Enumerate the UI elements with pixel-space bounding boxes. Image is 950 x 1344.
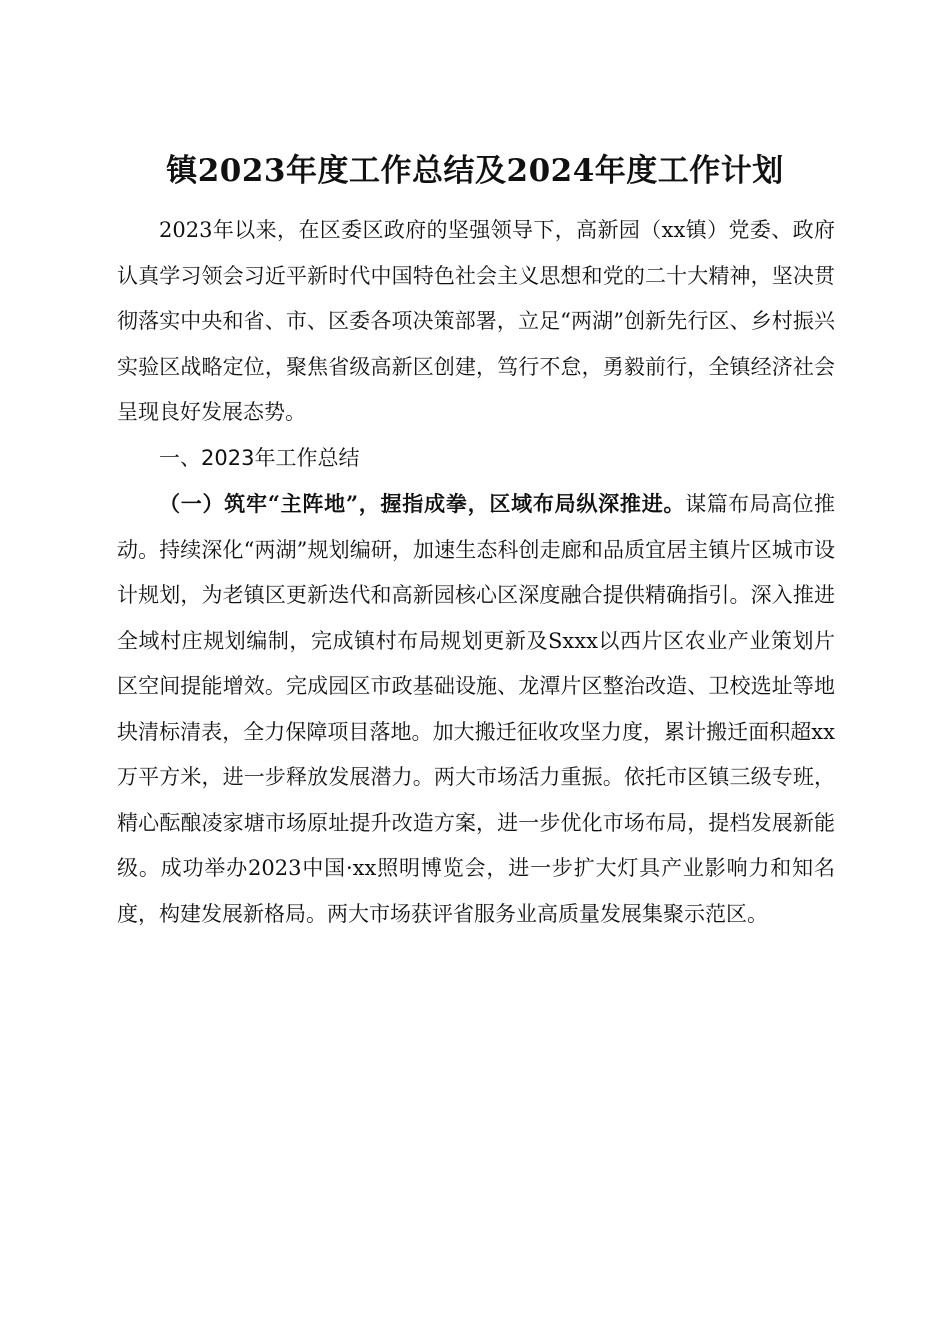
intro-paragraph: 2023年以来，在区委区政府的坚强领导下，高新园（xx镇）党委、政府认真学习领会习近平新时代中国特色社会主义思想和党的二十大精神，坚决贯彻落实中央和省、市、区委各项决策部署，立足“两湖”创新先行区、乡村振兴实验区战略定位，聚焦省级高新区创建，笃行不怠，勇毅前行，全镇经济社会呈现良好发展态势。	[117, 218, 835, 424]
document-title: 镇2023年度工作总结及2024年度工作计划	[166, 152, 784, 189]
subsection-body: 谋篇布局高位推动。持续深化“两湖”规划编研，加速生态科创走廊和品质宜居主镇片区城市设计规划，为老镇区更新迭代和高新园核心区深度融合提供精确指引。深入推进全域村庄规划编制，完成镇村布局规划更新及Sxxx以西片区农业产业策划片区空间提能增效。完成园区市政基础设施、龙潭片区整治改造、卫校选址等地块清标清表，全力保障项目落地。加大搬迁征收攻坚力度，累计搬迁面积超xx万平方米，进一步释放发展潜力。两大市场活力重振。依托市区镇三级专班，精心酝酿凌家塘市场原址提升改造方案，进一步优化市场布局，提档发展新能级。成功举办2023中国·xx照明博览会，进一步扩大灯具产业影响力和知名度，构建发展新格局。两大市场获评省服务业高质量发展集聚示范区。	[117, 492, 836, 926]
section-heading: 一、2023年工作总结	[159, 445, 360, 470]
subsection-paragraph	[117, 481, 835, 937]
subsection-heading: （一）筑牢“主阵地”，握指成拳，区域布局纵深推进。	[159, 491, 686, 516]
document-body	[117, 208, 835, 937]
